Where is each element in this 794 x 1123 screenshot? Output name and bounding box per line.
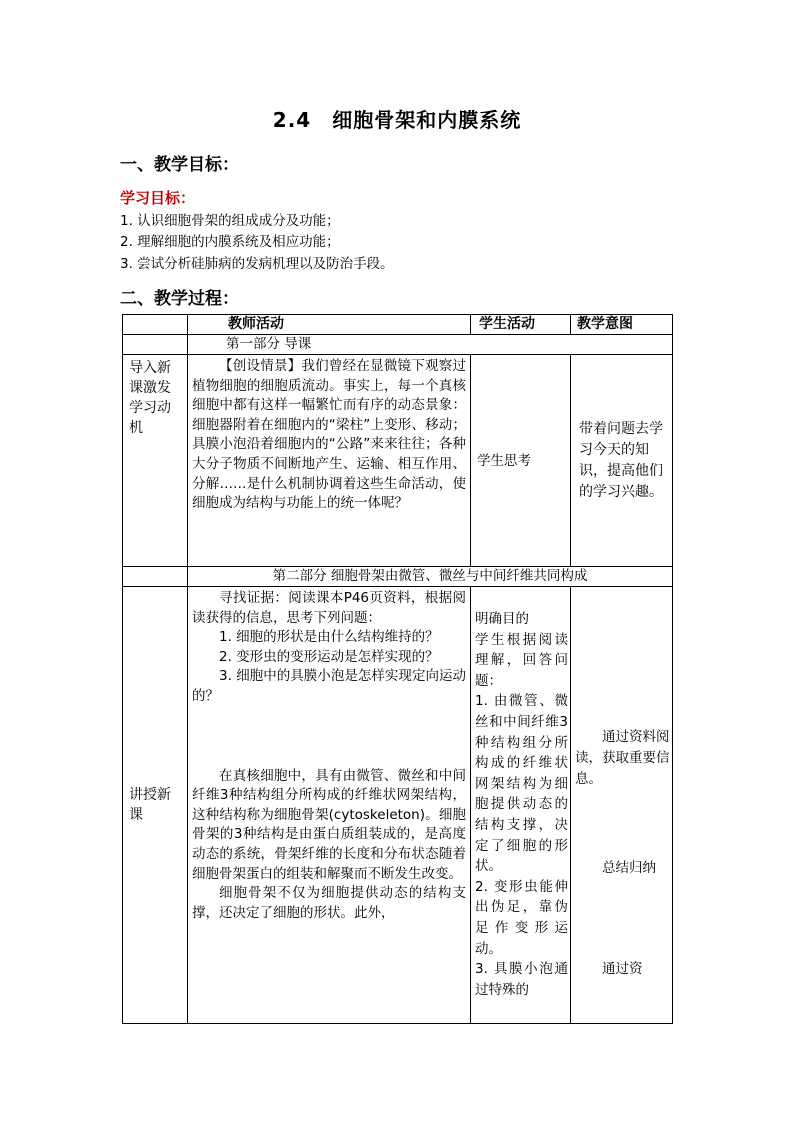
student-activity-intro: 学生思考 bbox=[471, 355, 571, 567]
teacher-para-function: 细胞骨架不仅为细胞提供动态的结构支撑，还决定了细胞的形状。此外， bbox=[192, 885, 466, 921]
section-heading-process: 二、教学过程： bbox=[120, 289, 239, 309]
intent-block-3: 通过资 bbox=[602, 961, 643, 977]
student-line-1: 明确目的 bbox=[475, 611, 529, 627]
goal-item-3: 3. 尝试分析硅肺病的发病机理以及防治手段。 bbox=[120, 256, 394, 272]
header-teaching-intent: 教学意图 bbox=[571, 315, 673, 335]
teacher-intro-text: 【创设情景】我们曾经在显微镜下观察过植物细胞的细胞质流动。事实上，每一个真核细胞中都有这样一幅繁忙而有序的动态景象：细胞器附着在细胞内的“梁柱”上变形、移动；具膜小泡沿着细胞内的“公路”来来往往；各种大分子物质不间断地产生、运输、相互作用、分解……是什么机制协调着这些生命活动，使细胞成为结构与功能上的统一体呢？ bbox=[192, 358, 466, 512]
teacher-para-1: 寻找证据：阅读课本P46页资料，根据阅读获得的信息，思考下列问题： bbox=[192, 590, 466, 626]
intent-block-1: 通过资料阅读，获取重要信息。 bbox=[575, 729, 670, 787]
goal-item-2: 2. 理解细胞的内膜系统及相应功能； bbox=[120, 234, 340, 250]
goal-item-1: 1. 认识细胞骨架的组成成分及功能； bbox=[120, 213, 340, 229]
goals-label: 学习目标： bbox=[120, 189, 196, 207]
header-student-activity: 学生活动 bbox=[471, 315, 571, 335]
intent-lecture bbox=[571, 587, 673, 1024]
student-line-4: 2. 变形虫能伸出伪足，靠伪足作变形运动。 bbox=[475, 878, 568, 957]
header-teacher-activity: 教师活动 bbox=[188, 315, 471, 335]
student-line-2: 学生根据阅读理解，回答问题： bbox=[475, 631, 568, 689]
intent-intro: 带着问题去学习今天的知识，提高他们的学习兴趣。 bbox=[571, 355, 673, 567]
part-row-2 bbox=[123, 567, 673, 587]
student-activity-lecture bbox=[471, 587, 571, 1024]
teaching-process-table bbox=[122, 314, 673, 1024]
teacher-question-2: 2. 变形虫的变形运动是怎样实现的？ bbox=[219, 648, 439, 665]
part-2-title: 第二部分 细胞骨架由微管、微丝与中间纤维共同构成 bbox=[188, 567, 673, 587]
student-line-3: 1. 由微管、微丝和中间纤维3种结构组分所构成的纤维状网架结构为细胞提供动态的结构支撑，决定了细胞的形状。 bbox=[475, 693, 568, 875]
page-title: 2.4 细胞骨架和内膜系统 bbox=[272, 108, 522, 132]
part-1-title: 第一部分 导课 bbox=[188, 335, 673, 355]
table-row-intro bbox=[123, 355, 673, 567]
row-label-intro: 导入新课激发学习动机 bbox=[123, 355, 188, 567]
teacher-question-1: 1. 细胞的形状是由什么结构维持的？ bbox=[219, 629, 439, 646]
row-label-lecture: 讲授新课 bbox=[123, 587, 188, 1024]
table-header-row bbox=[123, 315, 673, 335]
part-row-blank bbox=[123, 335, 188, 355]
section-heading-objectives: 一、教学目标： bbox=[120, 155, 239, 175]
table-row-lecture bbox=[123, 587, 673, 1024]
part-row-blank-2 bbox=[123, 567, 188, 587]
teacher-para-cytoskeleton: 在真核细胞中，具有由微管、微丝和中间纤维3种结构组分所构成的纤维状网架结构，这种结构称为细胞骨架(cytoskeleton)。细胞骨架的3种结构是由蛋白质组装成的，是高度动态的系统，骨架纤维的长度和分布状态随着细胞骨架蛋白的组装和解聚而不断发生改变。 bbox=[192, 767, 466, 882]
student-line-5: 3. 具膜小泡通过特殊的 bbox=[475, 961, 568, 998]
teacher-activity-intro bbox=[188, 355, 471, 567]
part-row-1 bbox=[123, 335, 673, 355]
teacher-activity-lecture bbox=[188, 587, 471, 1024]
header-cell-blank bbox=[123, 315, 188, 335]
intent-block-2: 总结归纳 bbox=[602, 860, 656, 876]
teacher-question-3: 3. 细胞中的具膜小泡是怎样实现定向运动的？ bbox=[192, 668, 466, 704]
